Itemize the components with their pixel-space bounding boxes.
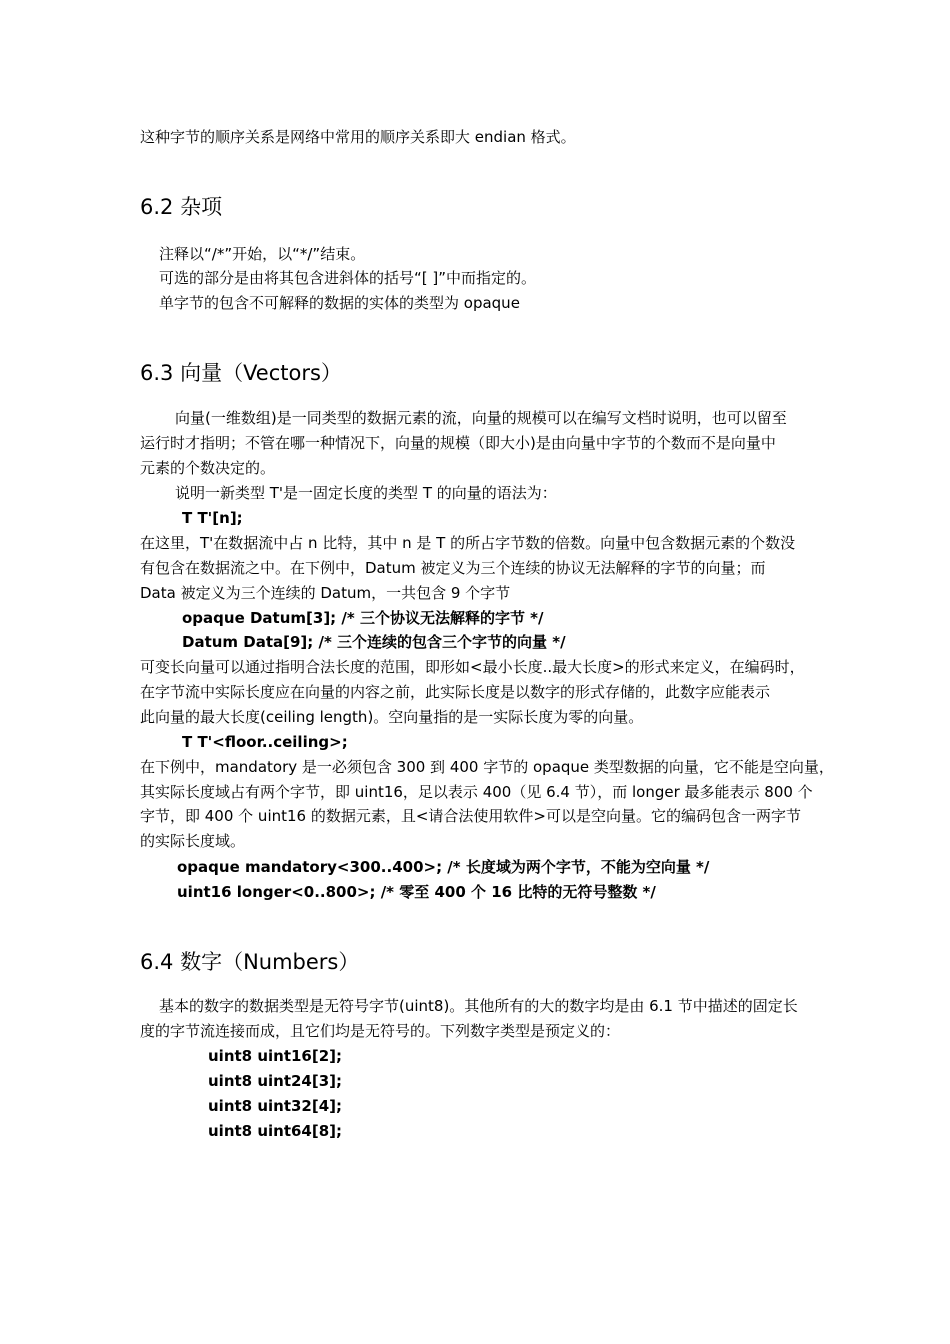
s64-code-2: uint8 uint24[3]; <box>208 1072 343 1090</box>
section-6-2-heading: 6.2 杂项 <box>140 195 223 219</box>
s63-p5-line-2: 其实际长度域占有两个字节，即 uint16，足以表示 400（见 6.4 节），而 longer 最多能表示 800 个 <box>140 783 813 801</box>
intro-paragraph: 这种字节的顺序关系是网络中常用的顺序关系即大 endian 格式。 <box>140 128 576 146</box>
s64-p1-line-1: 基本的数字的数据类型是无符号字节(uint8)。其他所有的大的数字均是由 6.1 节中描述的固定长 <box>159 997 798 1015</box>
s63-p4-line-3: 此向量的最大长度(ceiling length)。空向量指的是一实际长度为零的向量。 <box>140 708 644 726</box>
s63-p1-line-2: 运行时才指明；不管在哪一种情况下，向量的规模（即大小)是由向量中字节的个数而不是向量中 <box>140 434 776 452</box>
section-6-3-heading: 6.3 向量（Vectors） <box>140 361 342 385</box>
s63-p1-line-1: 向量(一维数组)是一同类型的数据元素的流，向量的规模可以在编写文档时说明，也可以留至 <box>175 409 787 427</box>
s62-line-3: 单字节的包含不可解释的数据的实体的类型为 opaque <box>159 294 520 312</box>
s63-code-6: uint16 longer<0..800>; /* 零至 400 个 16 比特的无符号整数 */ <box>177 883 656 901</box>
s64-code-1: uint8 uint16[2]; <box>208 1047 343 1065</box>
s64-code-3: uint8 uint32[4]; <box>208 1097 343 1115</box>
s63-p5-line-1: 在下例中，mandatory 是一必须包含 300 到 400 字节的 opaque 类型数据的向量，它不能是空向量， <box>140 758 834 776</box>
s63-p3-line-2: 有包含在数据流之中。在下例中，Datum 被定义为三个连续的协议无法解释的字节的向量；而 <box>140 559 766 577</box>
s63-p4-line-2: 在字节流中实际长度应在向量的内容之前，此实际长度是以数字的形式存储的，此数字应能表示 <box>140 683 771 701</box>
s63-code-5: opaque mandatory<300..400>; /* 长度域为两个字节，不能为空向量 */ <box>177 858 710 876</box>
s63-p3-line-1: 在这里，T'在数据流中占 n 比特，其中 n 是 T 的所占字节数的倍数。向量中包含数据元素的个数没 <box>140 534 796 552</box>
s63-code-4: T T'<floor..ceiling>; <box>182 733 348 751</box>
section-6-4-heading: 6.4 数字（Numbers） <box>140 950 360 974</box>
s63-p3-line-3: Data 被定义为三个连续的 Datum，一共包含 9 个字节 <box>140 584 511 602</box>
s63-code-1: T T'[n]; <box>182 509 243 527</box>
s64-p1-line-2: 度的字节流连接而成，且它们均是无符号的。下列数字类型是预定义的： <box>140 1022 621 1040</box>
s62-line-2: 可选的部分是由将其包含进斜体的括号“[ ]”中而指定的。 <box>159 269 537 287</box>
s63-code-3: Datum Data[9]; /* 三个连续的包含三个字节的向量 */ <box>182 633 566 651</box>
s63-code-2: opaque Datum[3]; /* 三个协议无法解释的字节 */ <box>182 609 544 627</box>
s62-line-1: 注释以“/*”开始，以“*/”结束。 <box>159 245 366 263</box>
s63-p1-line-3: 元素的个数决定的。 <box>140 459 276 477</box>
s63-p4-line-1: 可变长向量可以通过指明合法长度的范围，即形如<最小长度..最大长度>的形式来定义，在编码时， <box>140 658 805 676</box>
s63-p5-line-3: 字节，即 400 个 uint16 的数据元素，且<请合法使用软件>可以是空向量。它的编码包含一两字节 <box>140 807 801 825</box>
s63-p5-line-4: 的实际长度域。 <box>140 832 246 850</box>
s63-p2: 说明一新类型 T'是一固定长度的类型 T 的向量的语法为： <box>175 484 557 502</box>
s64-code-4: uint8 uint64[8]; <box>208 1122 343 1140</box>
